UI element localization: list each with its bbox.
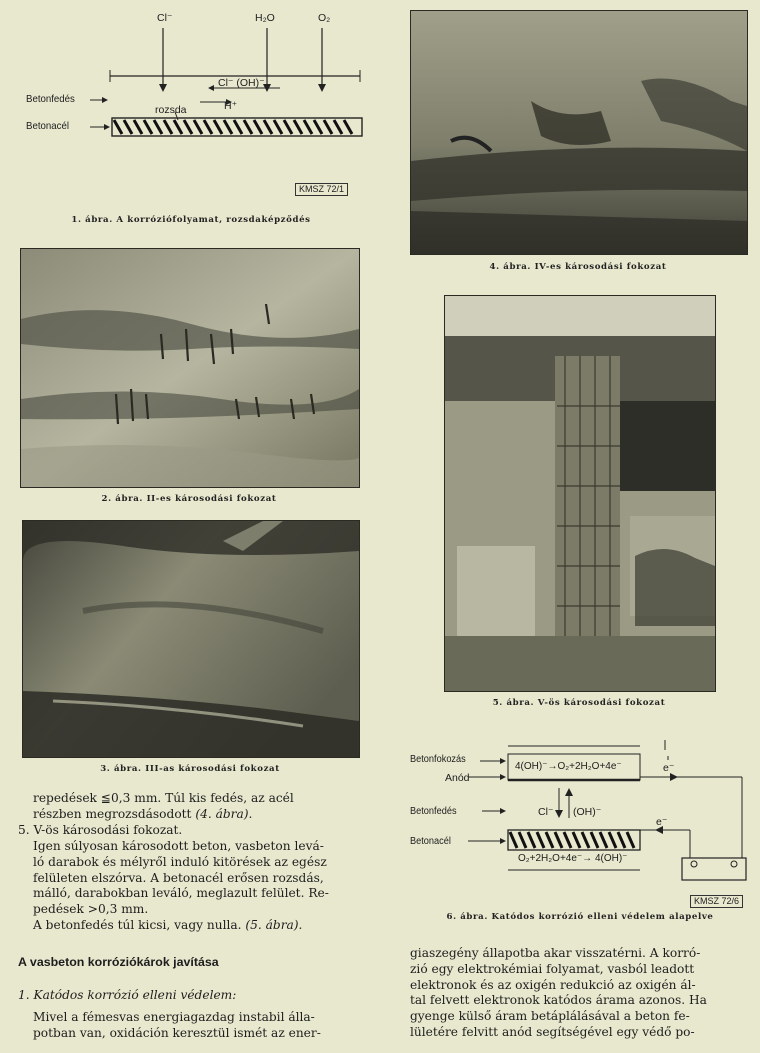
figure-5-caption: 5. ábra. V-ös károsodási fokozat [492, 698, 666, 708]
item-5-title: 5. V-ös károsodási fokozat. [18, 823, 183, 837]
figure-2-photo [20, 248, 360, 488]
anode-label: Anód [445, 772, 470, 784]
chloride-ion-label: Cl⁻ [538, 806, 554, 818]
text-line: potban van, oxidáción keresztül ismét az ener- [33, 1025, 321, 1040]
paragraph-2 [33, 1010, 363, 1042]
section-heading: A vasbeton korróziókárok javítása [18, 955, 219, 969]
concrete-cover-label: Betonfedés [26, 93, 75, 105]
figure-2-caption: 2. ábra. II-es károsodási fokozat [101, 494, 277, 504]
rebar-label: Betonacél [410, 836, 451, 847]
water-label: H₂O [255, 12, 275, 24]
figure-1-stamp: KMSZ 72/1 [295, 183, 348, 196]
anode-reaction-equation: 4(OH)⁻→O₂+2H₂O+4e⁻ [515, 761, 622, 772]
figure-4-photo [410, 10, 748, 255]
text-line: Mivel a fémesvas energiagazdag instabil álla- [33, 1010, 315, 1024]
text-line: gyenge külső áram betáplálásával a beton fe- [410, 1009, 690, 1024]
chloride-label: Cl⁻ [157, 12, 173, 24]
text-line: málló, darabokban leváló, meglazult felület. Re- [33, 886, 329, 901]
damage-stage-5-image [445, 296, 715, 691]
damage-stage-4-image [411, 11, 747, 254]
item-5-body [33, 839, 363, 934]
text-line: Igen súlyosan károsodott beton, vasbeton levá- [33, 839, 324, 853]
text-line: részben megrozsdásodott (4. ábra). [33, 806, 253, 821]
text-line: lületére felvitt anód segítségével egy védő po- [410, 1024, 695, 1039]
concrete-cover-top-label: Betonfokozás [410, 754, 466, 765]
figure-6-caption: 6. ábra. Katódos korrózió elleni védelem alapelve [446, 912, 714, 922]
subsection-heading: 1. Katódos korrózió elleni védelem: [18, 988, 237, 1002]
right-column-text [410, 946, 755, 1041]
left-column-text [33, 791, 363, 823]
damage-stage-3-image [23, 521, 359, 757]
figure-3-caption: 3. ábra. III-as károsodási fokozat [100, 764, 280, 774]
text-line: tal felvett elektronok katódos árama azonos. Ha [410, 993, 707, 1008]
concrete-cover-label: Betonfedés [410, 806, 457, 817]
text-line: giaszegény állapotba akar visszatérni. A korró- [410, 946, 701, 960]
electron-flow-label-bottom: e⁻ [656, 816, 668, 828]
rebar-label: Betonacél [26, 120, 69, 132]
text-line: felületen elszórva. A betonacél erősen rozsdás, [33, 870, 324, 885]
text-line: elektronok és az oxigén redukció az oxigén ál- [410, 977, 696, 992]
hydrogen-ion-label: H⁺ [224, 100, 238, 112]
cathode-reaction-equation: O₂+2H₂O+4e⁻→ 4(OH)⁻ [518, 853, 628, 864]
text-line: zió egy elektrokémiai folyamat, vasból leadott [410, 961, 695, 976]
text-line: pedések >0,3 mm. [33, 902, 149, 917]
figure-3-photo [22, 520, 360, 758]
damage-stage-2-image [21, 249, 359, 487]
figure-4-caption: 4. ábra. IV-es károsodási fokozat [489, 262, 667, 272]
text-line: ló darabok és mélyről induló kitörések az egész [33, 854, 327, 869]
text-line: repedések ≦0,3 mm. Túl kis fedés, az acél [33, 791, 294, 805]
figure-6-stamp: KMSZ 72/6 [690, 895, 743, 908]
electron-flow-label-top: e⁻ [663, 762, 675, 774]
figure-1-caption: 1. ábra. A korróziófolyamat, rozsdaképződés [71, 215, 311, 225]
text-line: A betonfedés túl kicsi, vagy nulla. (5. ábra). [33, 917, 303, 932]
figure-5-photo [444, 295, 716, 692]
oxygen-label: O₂ [318, 12, 331, 24]
chloride-hydroxide-label: Cl⁻ (OH)⁻ [218, 77, 265, 89]
rust-label: rozsda [155, 104, 187, 116]
hydroxide-ion-label: (OH)⁻ [573, 806, 602, 818]
